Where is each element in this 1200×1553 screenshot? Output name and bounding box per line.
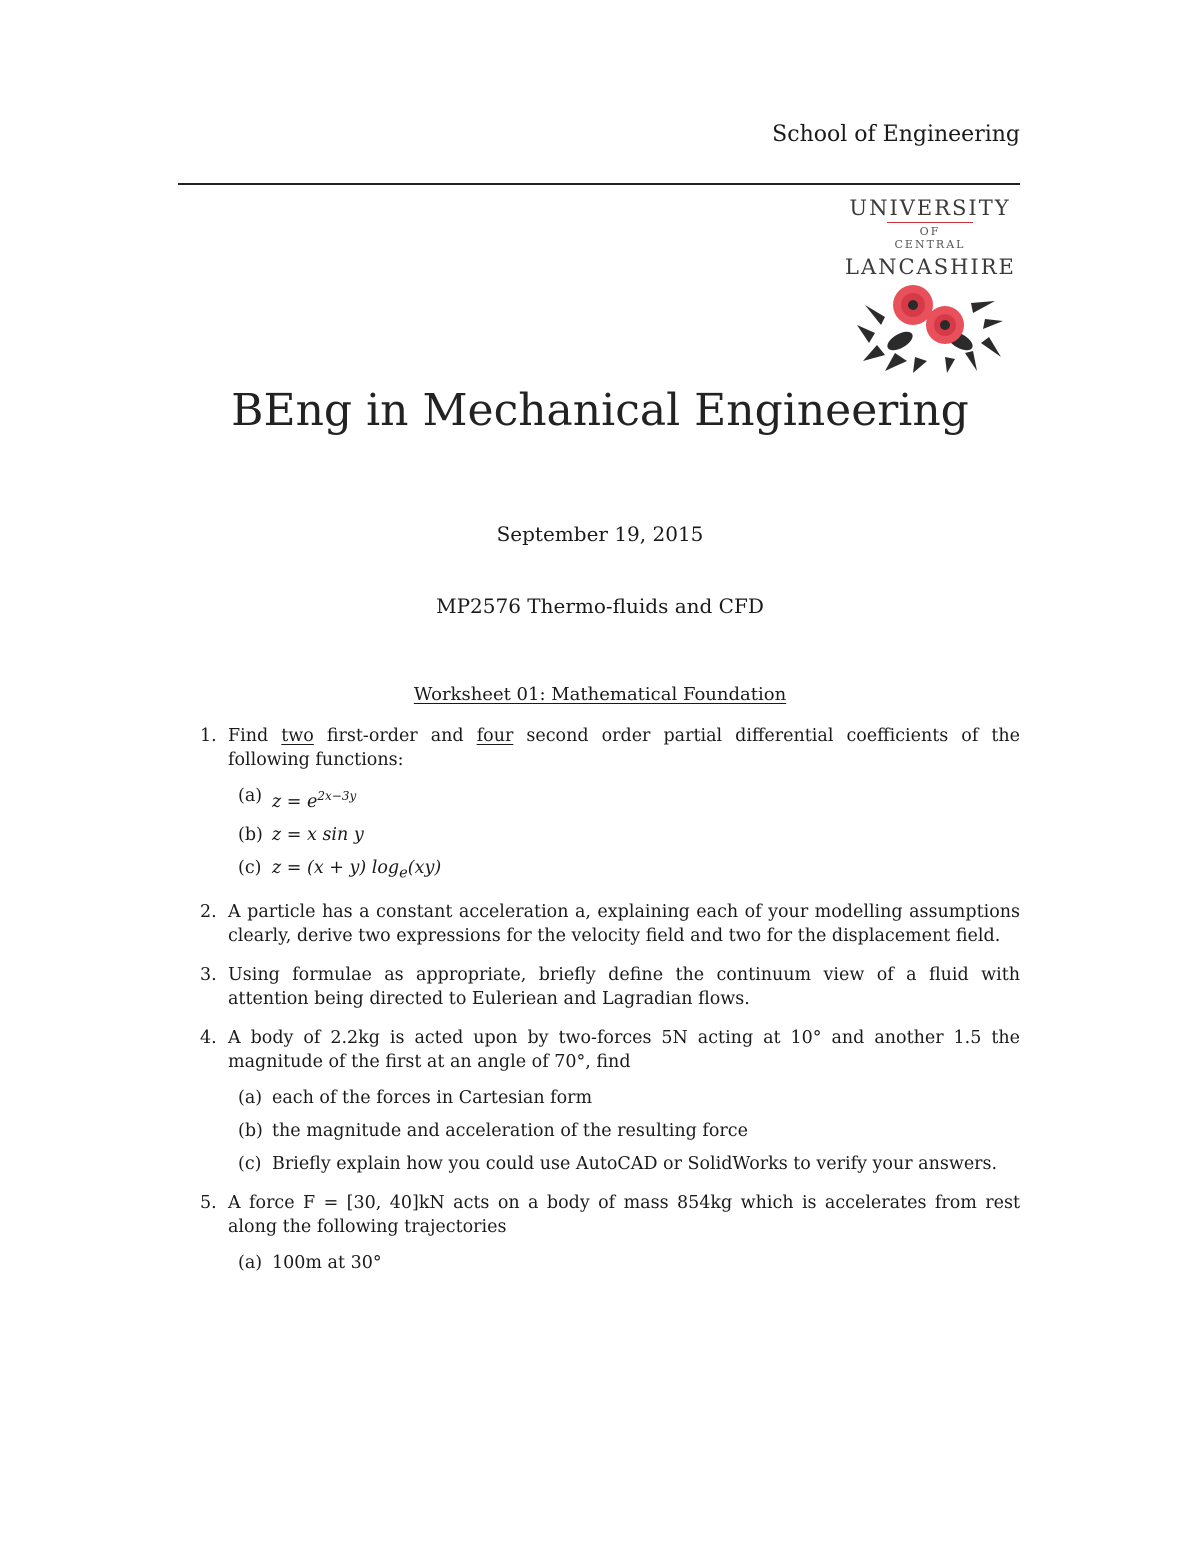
question-text: Using formulae as appropriate, briefly define the continuum view of a fluid with attention being directed to Euleriean and Lagradian flows. — [228, 965, 1020, 1010]
logo-line-3: LANCASHIRE — [845, 255, 1016, 279]
item-label: (b) — [238, 1121, 263, 1142]
question-4 — [200, 1026, 1020, 1176]
question-1 — [200, 724, 1020, 885]
equation: z = (x + y) log — [272, 857, 400, 878]
worksheet-title-text: Worksheet 01: Mathematical Foundation — [413, 684, 787, 705]
item-text: each of the forces in Cartesian form — [272, 1088, 593, 1109]
list-item — [238, 1119, 1020, 1143]
q1-underlined-two: two — [281, 726, 314, 746]
item-label: (a) — [238, 786, 263, 806]
question-number: 4. — [200, 1028, 217, 1049]
q1-underlined-four: four — [476, 726, 514, 746]
item-text: 100m at 30° — [272, 1253, 382, 1274]
item-label: (a) — [238, 1088, 263, 1109]
equation: z = e — [272, 791, 318, 812]
q4-sublist — [228, 1086, 1020, 1176]
equation: z = x sin y — [272, 824, 364, 845]
worksheet-title — [0, 684, 1200, 705]
list-item — [238, 856, 1020, 886]
question-number: 3. — [200, 965, 217, 986]
item-text: Briefly explain how you could use AutoCAD or SolidWorks to verify your answers. — [272, 1154, 998, 1175]
equation-exponent: 2x−3y — [317, 789, 357, 803]
question-5 — [200, 1191, 1020, 1275]
university-logo — [845, 196, 1015, 373]
question-list — [200, 724, 1020, 1290]
q1-sublist — [228, 784, 1020, 885]
list-item — [238, 823, 1020, 847]
equation-subscript: e — [399, 864, 408, 882]
course-name: MP2576 Thermo-fluids and CFD — [436, 594, 764, 618]
q1-text-mid: first-order and — [313, 726, 477, 746]
question-text: A body of 2.2kg is acted upon by two-forces 5N acting at 10° and another 1.5 the magnitude of the first at an angle of 70°, find — [228, 1028, 1020, 1073]
question-number: 2. — [200, 902, 217, 923]
question-3 — [200, 963, 1020, 1011]
list-item — [238, 784, 1020, 814]
logo-line-2: OF CENTRAL — [887, 222, 973, 251]
header-rule — [178, 183, 1020, 185]
rose-emblem-icon — [855, 283, 1005, 373]
list-item — [238, 1251, 1020, 1275]
list-item — [238, 1086, 1020, 1110]
item-label: (b) — [238, 824, 263, 845]
logo-line-1: UNIVERSITY — [849, 196, 1011, 220]
document-date: September 19, 2015 — [496, 522, 704, 546]
list-item — [238, 1152, 1020, 1176]
item-label: (c) — [238, 857, 262, 878]
equation-tail: (xy) — [407, 857, 442, 878]
question-text: A particle has a constant acceleration a, explaining each of your modelling assumptions clearly, derive two expressions for the velocity field and two for the displacement field. — [228, 902, 1020, 947]
question-text: A force F = [30, 40]kN acts on a body of mass 854kg which is accelerates from rest along the following trajectories — [228, 1193, 1020, 1238]
item-label: (c) — [238, 1154, 262, 1175]
q1-text-post: second order partial differential coefficients of the following functions: — [228, 726, 1021, 770]
q1-text-pre: Find — [228, 726, 282, 746]
question-2 — [200, 900, 1020, 948]
q5-sublist — [228, 1251, 1020, 1275]
item-text: the magnitude and acceleration of the resulting force — [272, 1121, 748, 1142]
document-title: BEng in Mechanical Engineering — [231, 385, 969, 436]
item-label: (a) — [238, 1253, 263, 1274]
question-number: 5. — [200, 1193, 217, 1214]
school-name: School of Engineering — [772, 122, 1020, 147]
question-number: 1. — [200, 726, 217, 746]
